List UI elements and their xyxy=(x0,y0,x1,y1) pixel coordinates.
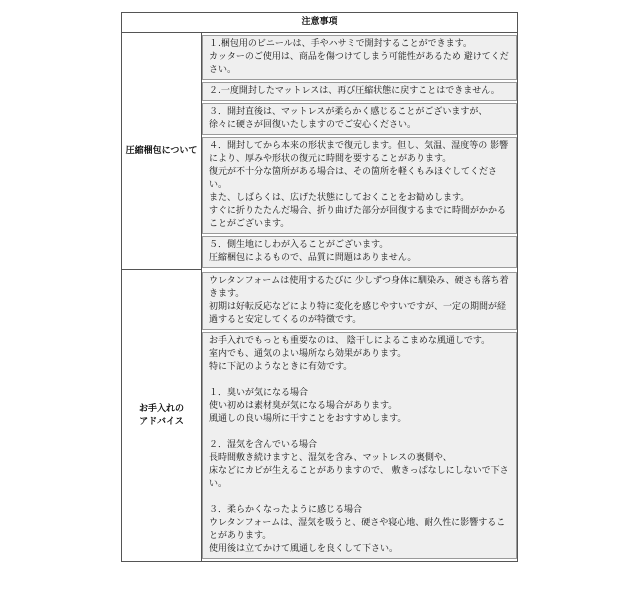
section-label-compressed-packing: 圧縮梱包について xyxy=(122,33,202,270)
section-items-care-advice xyxy=(202,270,517,561)
note-item: ウレタンフォームは使用するたびに 少しずつ身体に馴染み、硬さも落ち着きます。 初期は好転反応などにより特に変化を感じやすいですが、一定の期間が経過すると安定してくるのが特徴です。 xyxy=(202,272,517,330)
notes-table xyxy=(121,12,518,562)
note-item: お手入れでもっとも重要なのは、 陰干しによるこまめな風通しです。 室内でも、通気のよい場所なら効果があります。 特に下記のようなときに有効です。 １．臭いが気になる場合 使い初めは素材臭が気になる場合があります。 風通しの良い場所に干すことをおすすめします。 ２．湿気を含んでいる場合 長時間敷き続けますと、湿気を含み、マットレスの裏側や、 床などにカビが生えることがありますので、 敷きっぱなしにしないで下さい。 ３．柔らかくなったように感じる場合 ウレタンフォームは、湿気を吸うと、硬さや寝心地、耐久性に影響することがあります。 使用後は立てかけて風通しを良くして下さい。 xyxy=(202,332,517,559)
note-item: ４．開封してから本来の形状まで復元します。但し、気温、湿度等の 影響により、厚みや形状の復元に時間を要することがあります。 復元が不十分な箇所がある場合は、その箇所を軽くもみほぐしてください。 また、しばらくは、広げた状態にしておくことをお勧めします。 すぐに折りたたんだ場合、折り曲げた部分が回復するまでに時間がかかることがございます。 xyxy=(202,137,517,234)
section-items-compressed-packing xyxy=(202,33,517,270)
note-item: ５．側生地にしわが入ることがございます。 圧縮梱包によるもので、品質に問題はありません。 xyxy=(202,236,517,268)
note-item: １.梱包用のビニールは、手やハサミで開封することができます。 カッターのご使用は、商品を傷つけてしまう可能性があるため 避けてください。 xyxy=(202,35,517,80)
note-item: ２.一度開封したマットレスは、再び圧縮状態に戻すことはできません。 xyxy=(202,82,517,101)
section-label-care-advice: お手入れの アドバイス xyxy=(122,270,202,561)
table-title: 注意事項 xyxy=(122,13,517,33)
note-item: ３．開封直後は、マットレスが柔らかく感じることがございますが、 徐々に硬さが回復いたしますのでご安心ください。 xyxy=(202,103,517,135)
